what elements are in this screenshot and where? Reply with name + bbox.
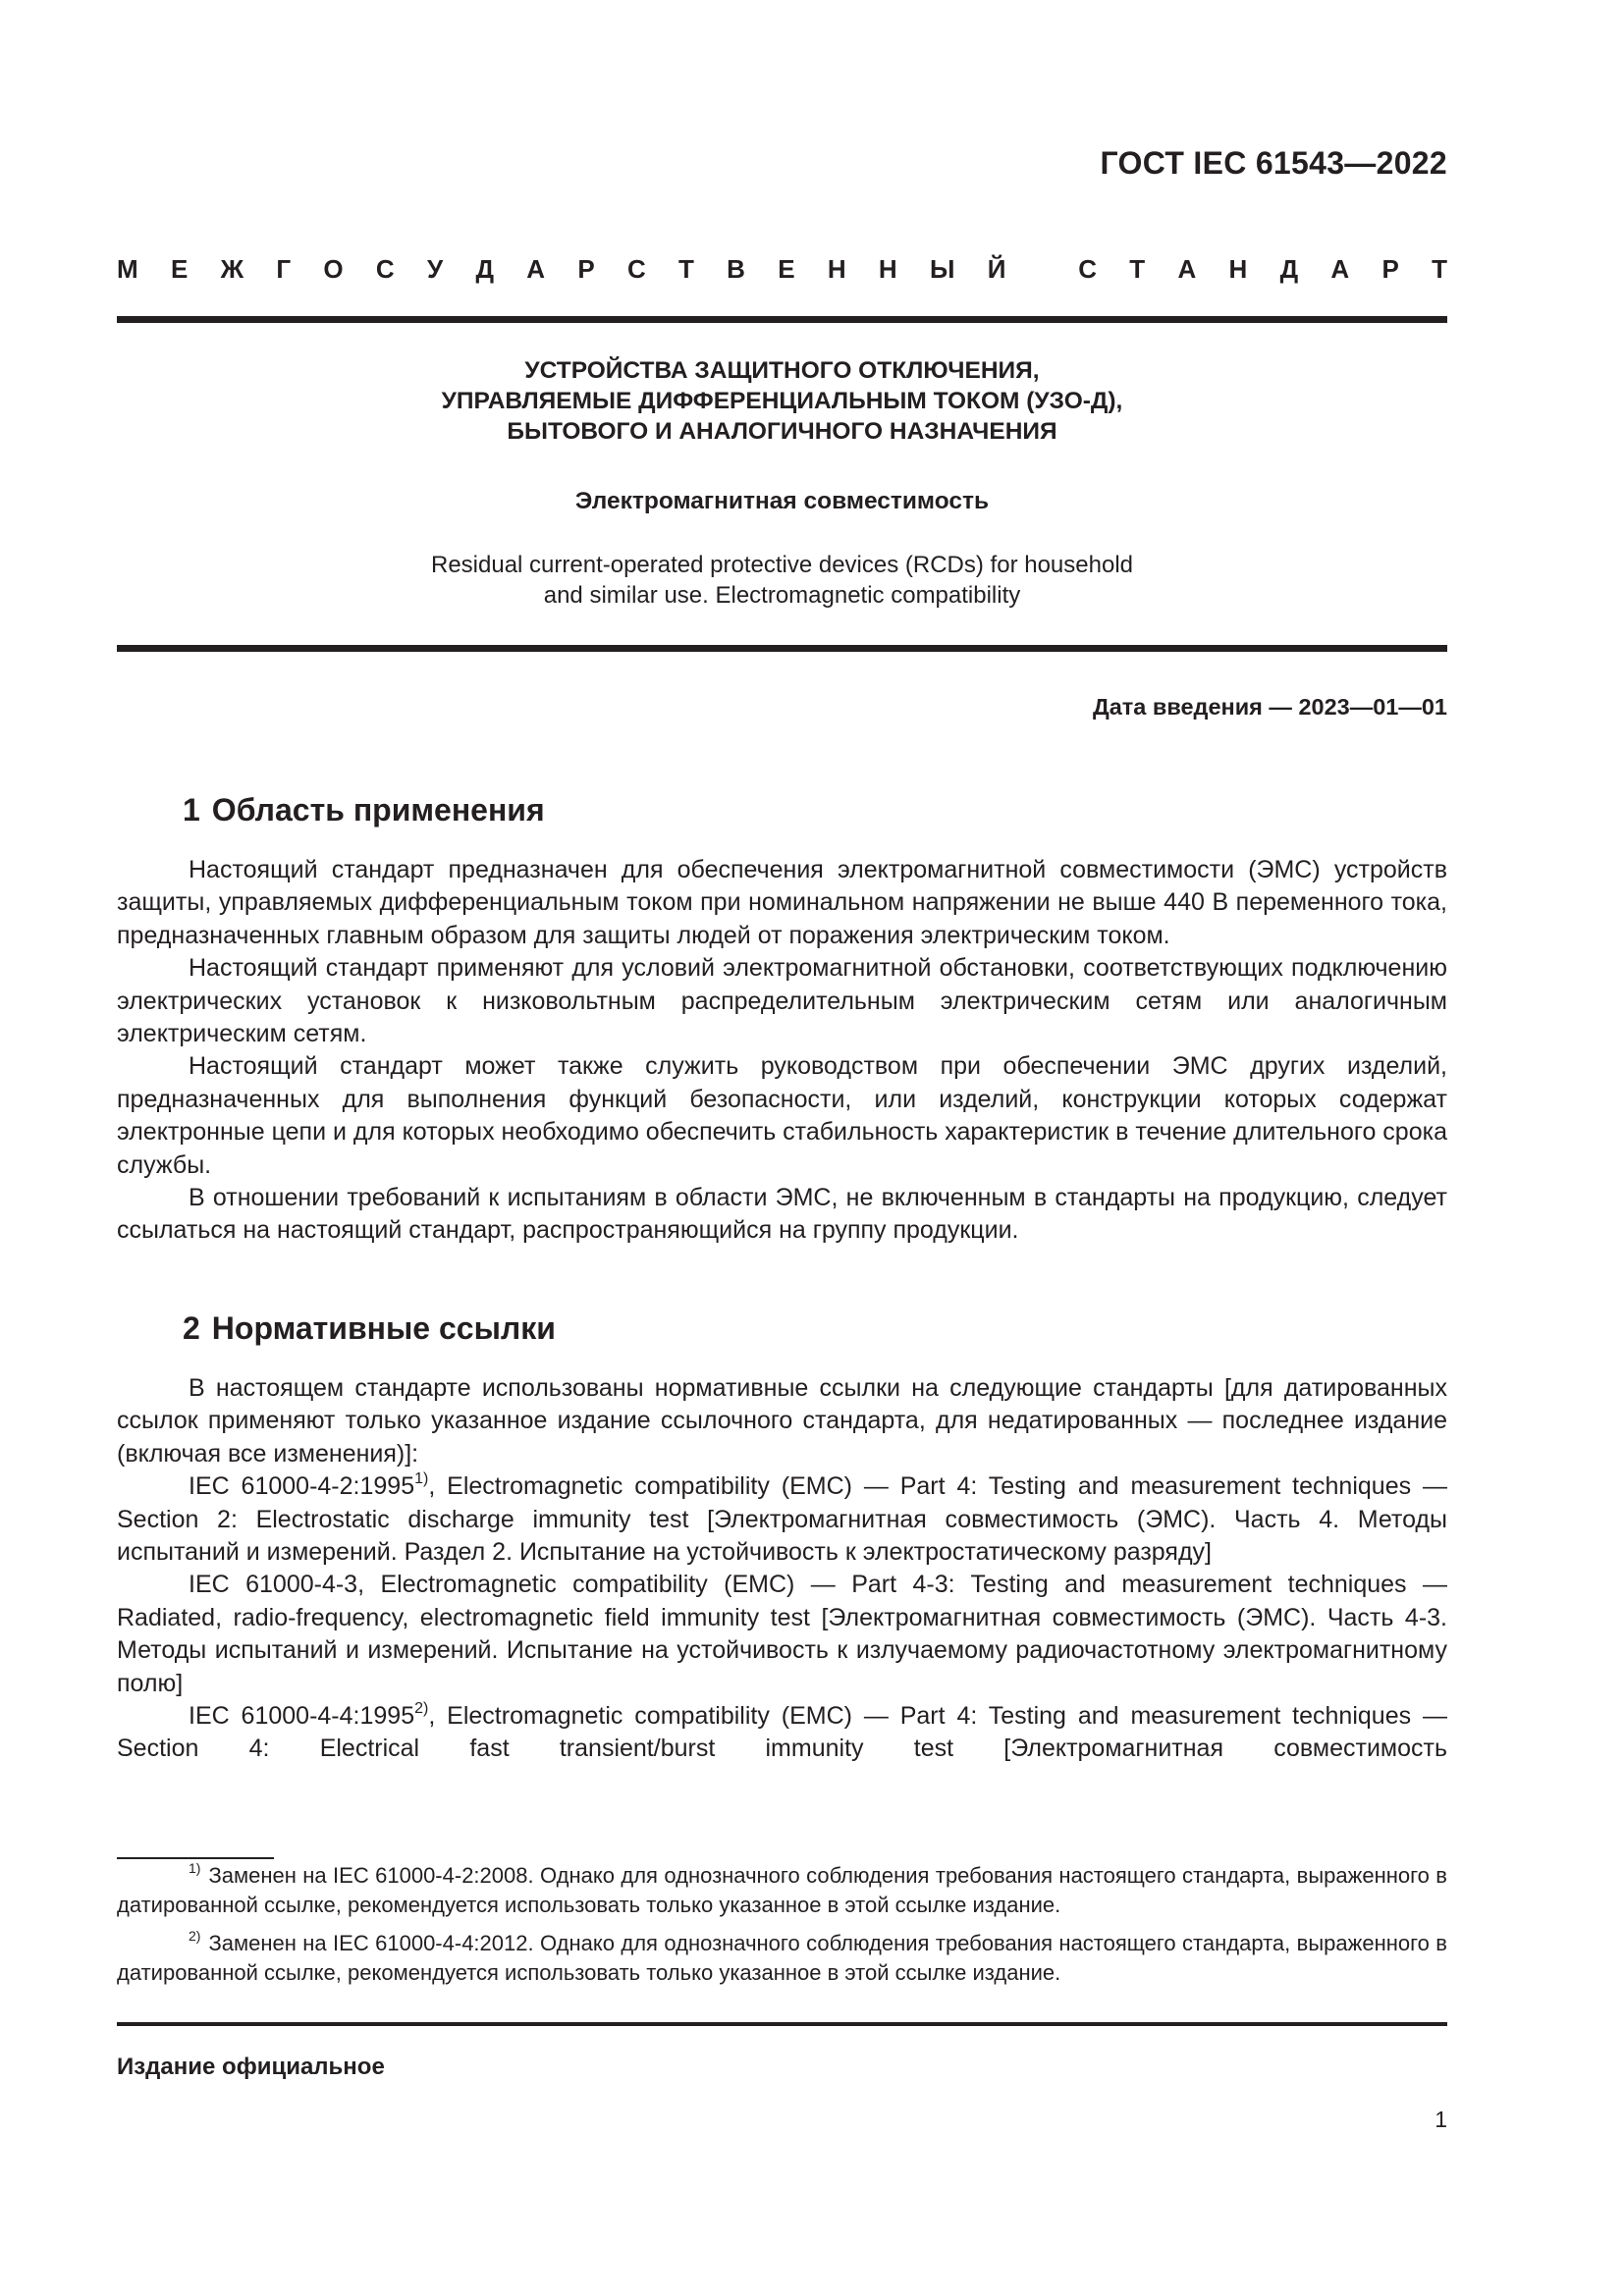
standard-type-letter: О — [323, 254, 344, 284]
reference-entry — [117, 1470, 1447, 1569]
footnotes — [117, 1861, 1447, 1997]
standard-type-letter: Н — [827, 254, 846, 284]
standard-type-letter: В — [727, 254, 745, 284]
reference-code: IEC 61000-4-4:1995 — [189, 1702, 415, 1731]
reference-text: , Electromagnetic compatibility (EMC) — Part 4: Testing and measurement techniques — Section 4: Electrical fast transient/burst immunity test [Электромагнитная совместимость — [117, 1702, 1447, 1763]
section-1-body — [117, 854, 1447, 1248]
standard-type-letter: Ж — [220, 254, 244, 284]
standard-type-letter — [1039, 254, 1046, 285]
footer-rule — [117, 2022, 1447, 2026]
document-title — [117, 355, 1447, 447]
standard-type-letter: Р — [1381, 254, 1399, 284]
paragraph: Настоящий стандарт предназначен для обеспечения электромагнитной совместимости (ЭМС) устройств защиты, управляемых дифференциальным током при номинальном напряжении не выше 440 В переменного тока, предназначенных главным образом для защиты людей от поражения электрическим током. — [117, 856, 1447, 949]
document-subtitle: Электромагнитная совместимость — [574, 488, 990, 514]
title-rule — [117, 645, 1447, 652]
standard-type-letter: Е — [778, 254, 795, 284]
section-2-title: Нормативные ссылки — [211, 1310, 556, 1346]
standard-type-letter: Р — [577, 254, 595, 284]
standard-type-letter: Н — [1228, 254, 1248, 284]
standard-type-letter: Т — [1129, 254, 1146, 284]
standard-type-letter: А — [526, 254, 546, 284]
section-2-heading — [183, 1310, 556, 1347]
title-line-1: УСТРОЙСТВА ЗАЩИТНОГО ОТКЛЮЧЕНИЯ, — [524, 357, 1040, 384]
section-1-heading — [183, 792, 545, 828]
footnote-marker[interactable]: 2) — [414, 1700, 429, 1718]
standard-type-letter: А — [1177, 254, 1197, 284]
standard-type-letter: У — [426, 254, 444, 284]
standard-type-letter: Т — [678, 254, 694, 284]
section-1-number: 1 — [183, 792, 200, 828]
paragraph: В настоящем стандарте использованы нормативные ссылки на следующие стандарты [для датированных ссылок применяют только указанное издание ссылочного стандарта, для недатированных — последнее издание (включая все изменения)]: — [117, 1374, 1447, 1468]
section-2-number: 2 — [183, 1310, 200, 1346]
footnote-number: 1) — [189, 1860, 201, 1876]
standard-type-letter: Г — [276, 254, 292, 284]
standard-type-letter: Е — [170, 254, 189, 284]
standard-type-letter: Н — [878, 254, 897, 284]
standard-type-letter: Й — [987, 254, 1006, 284]
footnote-separator — [117, 1857, 274, 1859]
paragraph: В отношении требований к испытаниям в области ЭМС, не включенным в стандарты на продукцию, следует ссылаться на настоящий стандарт, распространяющийся на группу продукции. — [117, 1184, 1447, 1245]
standard-type-letter: С — [1078, 254, 1097, 284]
title-line-3: БЫТОВОГО И АНАЛОГИЧНОГО НАЗНАЧЕНИЯ — [507, 418, 1057, 445]
footnote-text: Заменен на IEC 61000-4-2:2008. Однако для однозначного соблюдения требования настоящего стандарта, выраженного в датированной ссылке, рекомендуется использовать только указанное в этой ссылке издание. — [117, 1863, 1447, 1917]
section-1-title: Область применения — [211, 792, 545, 828]
official-edition-label: Издание официальное — [117, 2054, 385, 2080]
header-rule — [117, 316, 1447, 323]
reference-text: , Electromagnetic compatibility (EMC) — Part 4: Testing and measurement techniques — Section 2: Electrostatic discharge immunity test [Электромагнитная совместимость (ЭМС). Часть 4. Методы испытаний и измерений. Раздел 2. Испытание на устойчивость к электростатическому разряду] — [117, 1472, 1447, 1567]
footnote-marker[interactable]: 1) — [414, 1470, 429, 1488]
standard-type-letter: С — [626, 254, 646, 284]
reference-code: IEC 61000-4-2:1995 — [189, 1472, 415, 1501]
reference-entry: IEC 61000-4-3, Electromagnetic compatibility (EMC) — Part 4-3: Testing and measurement techniques — Radiated, radio-frequency, electromagnetic field immunity test [Электромагнитная совместимость (ЭМС). Часть 4-3. Методы испытаний и измерений. Испытание на устойчивость к излучаемому радиочастотному электромагнитному полю] — [117, 1571, 1447, 1697]
footnote — [117, 1861, 1447, 1920]
title-en-line-1: Residual current-operated protective devices (RCDs) for household — [430, 552, 1133, 578]
title-line-2: УПРАВЛЯЕМЫЕ ДИФФЕРЕНЦИАЛЬНЫМ ТОКОМ (УЗО-Д), — [441, 388, 1123, 414]
standard-type-heading — [117, 254, 1447, 285]
document-page — [117, 0, 1447, 2296]
title-en-line-2: and similar use. Electromagnetic compatibility — [543, 582, 1021, 609]
standard-type-letter: А — [1330, 254, 1350, 284]
reference-entry — [117, 1700, 1447, 1766]
page-number: 1 — [1435, 2107, 1447, 2132]
footnote — [117, 1929, 1447, 1988]
document-code: ГОСТ IEC 61543—2022 — [1100, 145, 1447, 181]
introduction-date: Дата введения — 2023—01—01 — [1092, 694, 1447, 720]
standard-type-letter: С — [375, 254, 395, 284]
standard-type-letter: Д — [475, 254, 494, 284]
paragraph: Настоящий стандарт применяют для условий электромагнитной обстановки, соответствующих подключению электрических установок к низковольтным распределительным электрическим сетям или аналогичным электрическим сетям. — [117, 954, 1447, 1048]
standard-type-letter: Ы — [929, 254, 955, 284]
standard-type-letter: Т — [1432, 254, 1447, 284]
footnote-text: Заменен на IEC 61000-4-4:2012. Однако для однозначного соблюдения требования настоящего стандарта, выраженного в датированной ссылке, рекомендуется использовать только указанное в этой ссылке издание. — [117, 1931, 1447, 1985]
standard-type-letter: Д — [1279, 254, 1299, 284]
document-title-english — [117, 550, 1447, 611]
footnote-number: 2) — [189, 1928, 201, 1944]
standard-type-letter: М — [117, 254, 138, 284]
paragraph: Настоящий стандарт может также служить руководством при обеспечении ЭМС других изделий, предназначенных для выполнения функций безопасности, или изделий, конструкции которых содержат электронные цепи и для которых необходимо обеспечить стабильность характеристик в течение длительного срока службы. — [117, 1052, 1447, 1179]
section-2-body — [117, 1372, 1447, 1766]
